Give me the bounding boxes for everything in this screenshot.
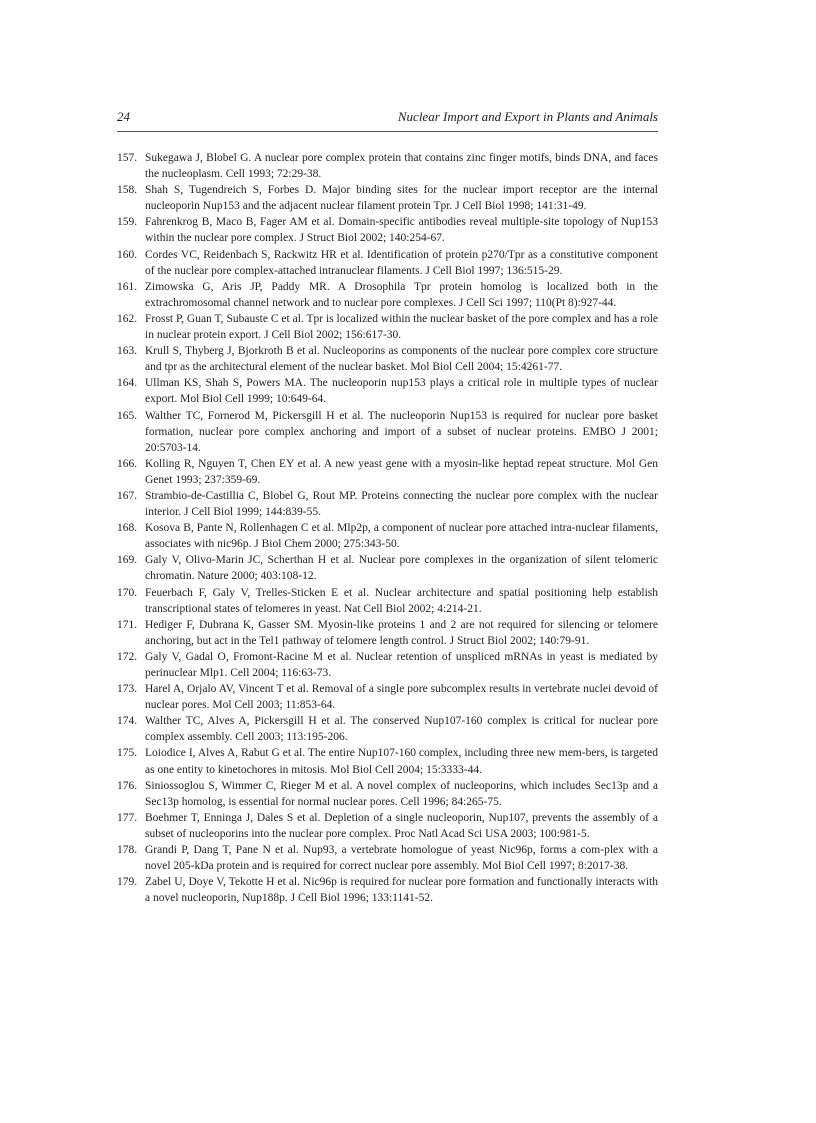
reference-item bbox=[117, 778, 658, 810]
reference-text: Kosova B, Pante N, Rollenhagen C et al. Mlp2p, a component of nuclear pore attached intra-nuclear filaments, associates with nic96p. J Biol Chem 2000; 275:343-50. bbox=[145, 522, 658, 551]
reference-item bbox=[117, 247, 658, 279]
reference-number: 176. bbox=[117, 779, 138, 792]
reference-text: Siniossoglou S, Wimmer C, Rieger M et al. A novel complex of nucleoporins, which includes Sec13p and a Sec13p homolog, is essential for normal nuclear pores. Cell 1996; 84:265-75. bbox=[145, 779, 658, 808]
reference-item bbox=[117, 810, 658, 842]
reference-item bbox=[117, 150, 658, 182]
reference-number: 165. bbox=[117, 409, 138, 422]
reference-item bbox=[117, 874, 658, 906]
reference-text: Cordes VC, Reidenbach S, Rackwitz HR et al. Identification of protein p270/Tpr as a constitutive component of the nuclear pore complex-attached intranuclear filaments. J Cell Biol 1997; 136:515-29. bbox=[145, 248, 658, 277]
reference-number: 169. bbox=[117, 554, 138, 567]
reference-number: 173. bbox=[117, 683, 138, 696]
reference-number: 164. bbox=[117, 377, 138, 390]
reference-text: Sukegawa J, Blobel G. A nuclear pore complex protein that contains zinc finger motifs, binds DNA, and faces the nucleoplasm. Cell 1993; 72:29-38. bbox=[145, 152, 658, 181]
reference-item bbox=[117, 279, 658, 311]
reference-text: Galy V, Gadal O, Fromont-Racine M et al. Nuclear retention of unspliced mRNAs in yeast is mediated by perinuclear Mlp1. Cell 2004; 116:63-73. bbox=[145, 650, 658, 679]
reference-number: 159. bbox=[117, 216, 138, 229]
reference-text: Harel A, Orjalo AV, Vincent T et al. Removal of a single pore subcomplex results in vertebrate nuclei devoid of nuclear pores. Mol Cell 2003; 11:853-64. bbox=[145, 683, 658, 712]
reference-number: 167. bbox=[117, 489, 138, 502]
reference-number: 157. bbox=[117, 152, 138, 164]
reference-item bbox=[117, 713, 658, 745]
reference-number: 174. bbox=[117, 715, 138, 728]
reference-item bbox=[117, 311, 658, 343]
page-number: 24 bbox=[117, 109, 130, 124]
reference-item bbox=[117, 456, 658, 488]
reference-item bbox=[117, 842, 658, 874]
reference-text: Shah S, Tugendreich S, Forbes D. Major binding sites for the nuclear import receptor are the internal nucleoporin Nup153 and the adjacent nuclear filament protein Tpr. J Cell Biol 1998; 141:31-49. bbox=[145, 184, 658, 213]
reference-number: 163. bbox=[117, 345, 138, 358]
reference-number: 175. bbox=[117, 747, 138, 760]
reference-item bbox=[117, 343, 658, 375]
reference-number: 178. bbox=[117, 844, 138, 857]
reference-text: Strambio-de-Castillia C, Blobel G, Rout MP. Proteins connecting the nuclear pore complex with the nuclear interior. J Cell Biol 1999; 144:839-55. bbox=[145, 489, 658, 519]
reference-item bbox=[117, 520, 658, 552]
reference-number: 162. bbox=[117, 312, 138, 325]
reference-text: Zimowska G, Aris JP, Paddy MR. A Drosophila Tpr protein homolog is localized both in the extrachromosomal channel network and to nuclear pore complexes. J Cell Sci 1997; 110(Pt 8):927-44. bbox=[145, 280, 658, 309]
reference-number: 172. bbox=[117, 650, 138, 663]
reference-list bbox=[117, 150, 658, 906]
reference-text: Boehmer T, Enninga J, Dales S et al. Depletion of a single nucleoporin, Nup107, prevents the assembly of a subset of nucleoporins into the nuclear pore complex. Proc Natl Acad Sci USA 2003; 100:981-5. bbox=[145, 811, 658, 840]
reference-item bbox=[117, 745, 658, 777]
reference-text: Walther TC, Alves A, Pickersgill H et al. The conserved Nup107-160 complex is critical for nuclear pore complex assembly. Cell 2003; 113:195-206. bbox=[145, 715, 658, 744]
reference-text: Galy V, Olivo-Marin JC, Scherthan H et al. Nuclear pore complexes in the organization of silent telomeric chromatin. Nature 2000; 403:108-12. bbox=[145, 554, 658, 583]
reference-item bbox=[117, 681, 658, 713]
reference-text: Kolling R, Nguyen T, Chen EY et al. A new yeast gene with a myosin-like heptad repeat structure. Mol Gen Genet 1993; 237:359-69. bbox=[145, 457, 658, 486]
reference-item bbox=[117, 617, 658, 649]
reference-text: Krull S, Thyberg J, Bjorkroth B et al. Nucleoporins as components of the nuclear pore complex core structure and tpr as the architectural element of the nuclear basket. Mol Biol Cell 2004; 15:4261-77. bbox=[145, 345, 658, 374]
reference-item bbox=[117, 375, 658, 407]
reference-text: Fahrenkrog B, Maco B, Fager AM et al. Domain-specific antibodies reveal multiple-site topology of Nup153 within the nuclear pore complex. J Struct Biol 2002; 140:254-67. bbox=[145, 216, 658, 245]
reference-text: Hediger F, Dubrana K, Gasser SM. Myosin-like proteins 1 and 2 are not required for silencing or telomere anchoring, but act in the Tel1 pathway of telomere length control. J Struct Biol 2002; 140:79-91. bbox=[145, 618, 658, 647]
page-header bbox=[117, 109, 658, 132]
reference-number: 161. bbox=[117, 280, 138, 293]
reference-text: Grandi P, Dang T, Pane N et al. Nup93, a vertebrate homologue of yeast Nic96p, forms a com-plex with a novel 205-kDa protein and is required for correct nuclear pore assembly. Mol Biol Cell 1997; 8:2017-38. bbox=[145, 844, 658, 873]
reference-number: 171. bbox=[117, 618, 138, 631]
reference-item bbox=[117, 408, 658, 456]
reference-number: 170. bbox=[117, 586, 138, 599]
reference-text: Zabel U, Doye V, Tekotte H et al. Nic96p is required for nuclear pore formation and functionally interacts with a novel nucleoporin, Nup188p. J Cell Biol 1996; 133:1141-52. bbox=[145, 876, 658, 905]
reference-number: 179. bbox=[117, 876, 138, 889]
reference-number: 177. bbox=[117, 811, 138, 824]
reference-text: Loiodice I, Alves A, Rabut G et al. The entire Nup107-160 complex, including three new mem-bers, is targeted as one entity to kinetochores in mitosis. Mol Biol Cell 2004; 15:3333-44. bbox=[145, 747, 658, 776]
reference-item bbox=[117, 182, 658, 214]
reference-item bbox=[117, 649, 658, 681]
reference-number: 168. bbox=[117, 522, 138, 535]
reference-text: Feuerbach F, Galy V, Trelles-Sticken E et al. Nuclear architecture and spatial positioning help establish transcriptional states of telomeres in yeast. Nat Cell Biol 2002; 4:214-21. bbox=[145, 586, 658, 615]
reference-number: 158. bbox=[117, 184, 138, 197]
reference-item bbox=[117, 488, 658, 520]
reference-number: 166. bbox=[117, 457, 138, 470]
reference-item bbox=[117, 214, 658, 246]
reference-text: Ullman KS, Shah S, Powers MA. The nucleoporin nup153 plays a critical role in multiple types of nuclear export. Mol Biol Cell 1999; 10:649-64. bbox=[145, 377, 658, 406]
reference-number: 160. bbox=[117, 248, 138, 261]
reference-text: Frosst P, Guan T, Subauste C et al. Tpr is localized within the nuclear basket of the pore complex and has a role in nuclear protein export. J Cell Biol 2002; 156:617-30. bbox=[145, 312, 658, 342]
reference-item bbox=[117, 552, 658, 584]
reference-text: Walther TC, Fornerod M, Pickersgill H et al. The nucleoporin Nup153 is required for nuclear pore basket formation, nuclear pore complex anchoring and import of a subset of nuclear proteins. EMBO J 2001; 20:5703-14. bbox=[145, 409, 658, 454]
reference-item bbox=[117, 585, 658, 617]
running-title: Nuclear Import and Export in Plants and Animals bbox=[397, 109, 658, 124]
